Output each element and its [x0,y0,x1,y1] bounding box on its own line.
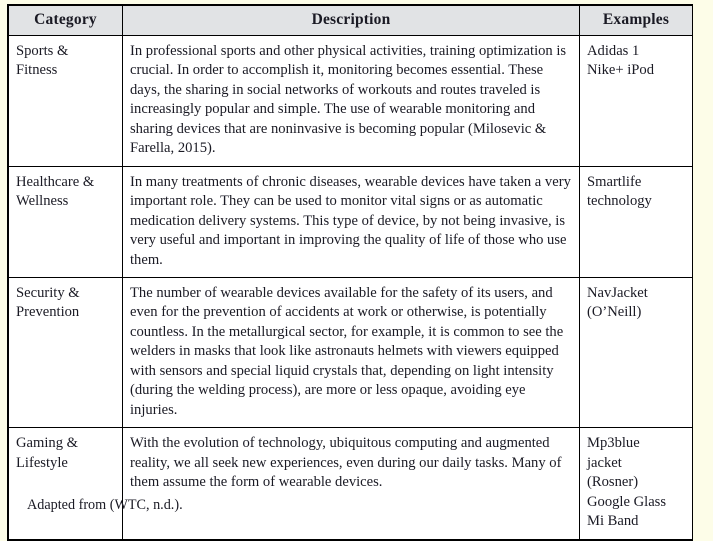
example-line: Mp3blue [587,435,640,452]
table-row [9,166,693,277]
category-line: Security & [16,284,80,301]
cell-category [9,166,123,277]
description-text: With the evolution of technology, ubiquitous computing and augmented reality, we all seek new experiences, even during our daily tasks. Many of them assume the form of wearable devices. [130,435,562,491]
category-line: Sports & [16,42,69,59]
wearable-categories-table [7,4,693,541]
example-line: (O’Neill) [587,304,642,321]
table-body [9,35,693,539]
cell-description [123,277,580,427]
table-header [9,6,693,36]
table-source-caption: Adapted from (WTC, n.d.). [27,497,183,513]
example-line: NavJacket [587,284,648,301]
table [8,5,693,540]
column-header-category: Category [9,6,123,36]
example-line: technology [587,193,652,210]
cell-category [9,277,123,427]
header-row [9,6,693,36]
cell-description [123,166,580,277]
column-header-description: Description [123,6,580,36]
category-line: Gaming & [16,435,79,452]
example-line: jacket [587,454,622,471]
cell-examples [580,428,693,539]
description-text: In many treatments of chronic diseases, wearable devices have taken a very important role. They can be used to monitor vital signs or as automatic medication delivery systems. This type of device, by not being invasive, is very useful and important in improving the quality of life of those who use them. [130,173,571,268]
description-text: The number of wearable devices available for the safety of its users, and even for the prevention of accidents at work or otherwise, is potentially countless. In the metallurgical sector, for example, it is common to see the welders in masks that look like astronauts helmets with viewers equipped with sensors and special liquid crystals that, depending on light intensity (during the welding process), are more or less opaque, avoiding eye injuries. [130,284,564,418]
example-line: (Rosner) [587,474,639,491]
cell-category [9,35,123,166]
cell-examples [580,35,693,166]
category-line: Healthcare & [16,173,95,190]
cell-description [123,428,580,539]
category-line: Prevention [16,304,80,321]
example-line: Google Glass [587,493,667,510]
column-header-examples: Examples [580,6,693,36]
example-line: Adidas 1 [587,42,640,59]
cell-description [123,35,580,166]
cell-examples [580,277,693,427]
category-line: Lifestyle [16,454,68,471]
example-line: Mi Band [587,513,639,530]
description-text: In professional sports and other physical activities, training optimization is crucial. In order to accomplish it, monitoring becomes essential. These days, the sharing in social networks of workouts and routes traveled is increasingly popular and simple. The use of wearable monitoring and sharing devices that are noninvasive is becoming popular (Milosevic & Farella, 2015). [130,42,567,157]
example-line: Nike+ iPod [587,62,655,79]
example-line: Smartlife [587,173,642,190]
cell-examples [580,166,693,277]
category-line: Wellness [16,193,69,210]
cell-category [9,428,123,539]
table-row [9,35,693,166]
table-row [9,428,693,539]
table-row [9,277,693,427]
category-line: Fitness [16,62,58,79]
